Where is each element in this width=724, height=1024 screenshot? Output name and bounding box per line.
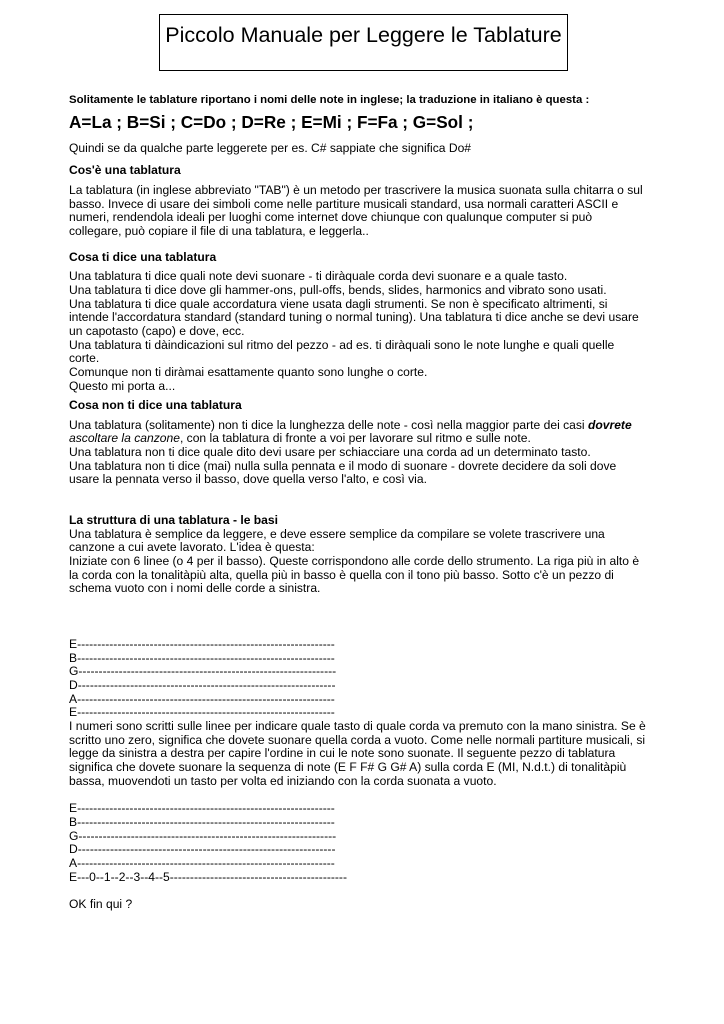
text-line: Una tablatura è semplice da leggere, e deve essere semplice da compilare se volete trascrivere una bbox=[69, 526, 605, 541]
tab-string-line: D---------------------------------------------------------------- bbox=[69, 842, 336, 857]
text-line: usare la pennata verso il basso, dove quella verso l'alto, e così via. bbox=[69, 472, 427, 487]
text-line: Iniziate con 6 linee (o 4 per il basso). Queste corrispondono alle corde dello strumento. La riga più in alto è bbox=[69, 554, 640, 569]
heading-structure: La struttura di una tablatura - le basi bbox=[69, 513, 278, 528]
text-line: Una tablatura ti dàindicazioni sul ritmo del pezzo - ad es. ti diràquali sono le note lunghe e quali quelle bbox=[69, 337, 615, 352]
tab-string-line: A---------------------------------------------------------------- bbox=[69, 855, 335, 870]
text-line: Una tablatura ti dice dove gli hammer-ons, pull-offs, bends, slides, harmonics and vibrato sono usati. bbox=[69, 282, 607, 297]
heading-what-tells: Cosa ti dice una tablatura bbox=[69, 249, 217, 264]
emphasis-text: dovrete bbox=[587, 417, 632, 432]
text-line: Una tablatura non ti dice (mai) nulla sulla pennata e il modo di suonare - dovrete decidere da soli dove bbox=[69, 458, 617, 473]
tab-string-line: G---------------------------------------------------------------- bbox=[69, 828, 337, 843]
section-what-tells-body bbox=[69, 270, 659, 393]
text-line bbox=[69, 419, 659, 433]
heading-what-not-tells: Cosa non ti dice una tablatura bbox=[69, 398, 242, 413]
section-what-is-body bbox=[69, 184, 659, 239]
heading-what-is: Cos'è una tablatura bbox=[69, 163, 181, 178]
text-line: La tablatura (in inglese abbreviato "TAB") è un metodo per trascrivere la musica suonata sulla chitarra o sul bbox=[69, 182, 643, 197]
text-line: Una tablatura ti dice quale accordatura viene usata dagli strumenti. Se non è specificato altrimenti, si bbox=[69, 296, 608, 311]
intro-bold-line: Solitamente le tablature riportano i nomi delle note in inglese; la traduzione in italiano è questa : bbox=[69, 94, 590, 106]
tab-string-line: B---------------------------------------------------------------- bbox=[69, 814, 335, 829]
tab-string-line: G---------------------------------------------------------------- bbox=[69, 664, 337, 679]
text-line: Questo mi porta a... bbox=[69, 378, 176, 393]
tab-string-line: E---------------------------------------------------------------- bbox=[69, 801, 335, 816]
text-line: collegare, può copiare il file di una tablatura, e leggerla.. bbox=[69, 223, 369, 238]
text-line: scritto uno zero, significa che dovete suonare quella corda a vuoto. Come nelle normali partiture musicali, si bbox=[69, 732, 646, 747]
tab-string-line: E---0--1--2--3--4--5-------------------------------------------- bbox=[69, 869, 347, 884]
tab-string-line: A---------------------------------------------------------------- bbox=[69, 691, 335, 706]
text-line: I numeri sono scritti sulle linee per indicare quale tasto di quale corda va premuto con la mano sinistra. Se è bbox=[69, 718, 646, 733]
notes-mapping: A=La ; B=Si ; C=Do ; D=Re ; E=Mi ; F=Fa ; G=Sol ; bbox=[69, 111, 474, 132]
text-line: un capotasto (capo) e dove, ecc. bbox=[69, 323, 245, 338]
text-line: numeri, rendendola ideali per luoghi come internet dove chiunque con qualunque computer si può bbox=[69, 210, 593, 225]
tab-string-line: E---------------------------------------------------------------- bbox=[69, 637, 335, 652]
text-line: schema vuoto con i nomi delle corde a sinistra. bbox=[69, 581, 321, 596]
text-line: Comunque non ti diràmai esattamente quanto sono lunghe o corte. bbox=[69, 364, 428, 379]
closing-question: OK fin qui ? bbox=[69, 897, 133, 912]
text-line: Una tablatura non ti dice quale dito devi usare per schiacciare una corda ad un determinato tasto. bbox=[69, 445, 591, 460]
text-line: legge da sinistra a destra per capire l'ordine in cui le note sono suonate. Il seguente pezzo di tablatura bbox=[69, 746, 616, 761]
text-line: canzone a cui avete lavorato. L'idea è questa: bbox=[69, 540, 315, 555]
title-box bbox=[159, 14, 568, 71]
text-line: la corda con la tonalitàpiù alta, quella più in basso è quella con il tono più basso. Sotto c'è un pezzo di bbox=[69, 567, 614, 582]
example-tab-diagram bbox=[69, 802, 659, 884]
text-line: basso. Invece di usare dei simboli come nelle partiture musicali standard, usa normali caratteri ASCII e bbox=[69, 196, 619, 211]
empty-tab-diagram bbox=[69, 638, 659, 720]
text-line: Una tablatura ti dice quali note devi suonare - ti diràquale corda devi suonare e a quale tasto. bbox=[69, 269, 568, 284]
text-line: intende l'accordatura standard (standard tuning o normal tuning). Una tablatura ti dice anche se devi usare bbox=[69, 310, 639, 325]
tab-string-line: E---------------------------------------------------------------- bbox=[69, 705, 335, 720]
italic-text: ascoltare la canzone bbox=[69, 431, 180, 446]
tab-string-line: D---------------------------------------------------------------- bbox=[69, 678, 336, 692]
text-fragment: , con la tablatura di fronte a voi per lavorare sul ritmo e sulle note. bbox=[179, 431, 531, 446]
section-structure-body bbox=[69, 528, 659, 596]
text-fragment: Una tablatura (solitamente) non ti dice la lunghezza delle note - così nella maggior parte dei casi bbox=[69, 417, 588, 432]
text-line: corte. bbox=[69, 351, 100, 366]
text-line: bassa, muovendoti un tasto per volta ed iniziando con la corda suonata a vuoto. bbox=[69, 773, 497, 788]
text-line: significa che dovete suonare la sequenza di note (E F F# G G# A) sulla corda E (MI, N.d.t.) di tonalitàpiù bbox=[69, 759, 627, 774]
document-body bbox=[69, 94, 659, 912]
text-line bbox=[69, 432, 659, 446]
tab-string-line: B---------------------------------------------------------------- bbox=[69, 650, 335, 665]
section-what-not-tells-body bbox=[69, 419, 659, 487]
tab-explanation bbox=[69, 720, 659, 788]
intro-example: Quindi se da qualche parte leggerete per es. C# sappiate che significa Do# bbox=[69, 140, 472, 155]
page-title: Piccolo Manuale per Leggere le Tablature bbox=[165, 23, 562, 47]
